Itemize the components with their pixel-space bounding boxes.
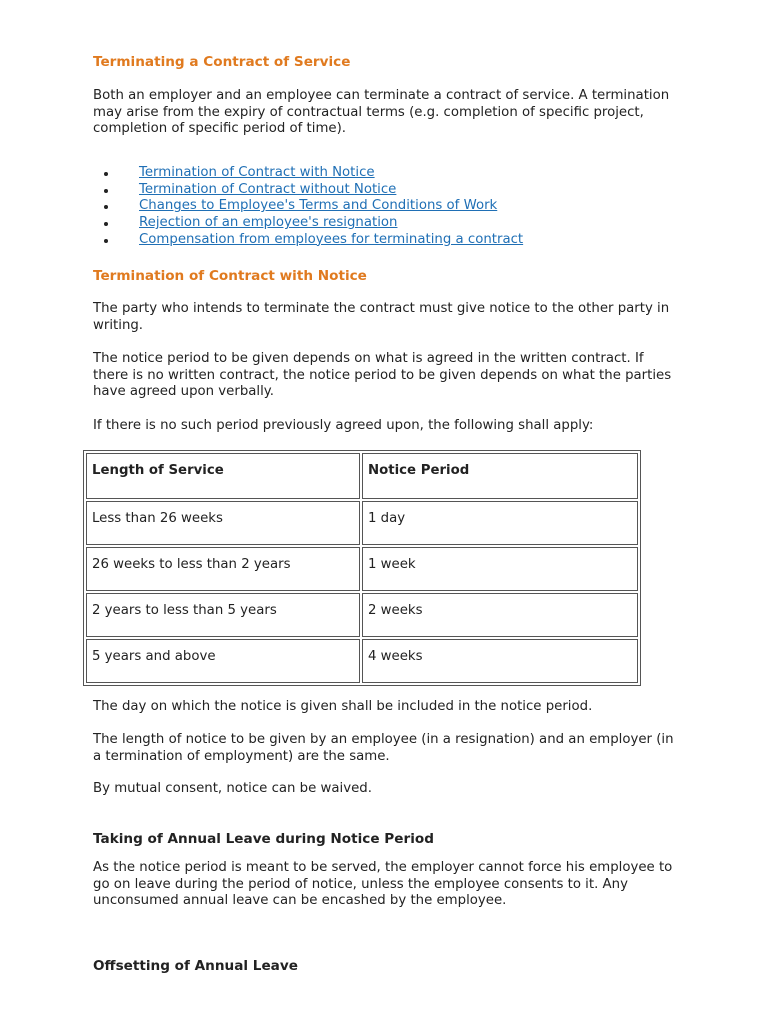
table-cell: 2 weeks (362, 593, 638, 637)
link-compensation-from-employees[interactable]: Compensation from employees for terminating a contract (139, 231, 524, 247)
list-item (93, 182, 523, 199)
page-title: Terminating a Contract of Service (93, 54, 351, 70)
bullet-icon (104, 172, 108, 176)
table-row (86, 501, 638, 545)
list-item (93, 165, 523, 182)
table-cell: 1 week (362, 547, 638, 591)
bullet-icon (104, 205, 108, 209)
section-heading-offsetting: Offsetting of Annual Leave (93, 958, 298, 974)
table-header-row (86, 453, 638, 499)
table-row (86, 639, 638, 683)
paragraph: The length of notice to be given by an employee (in a resignation) and an employer (in a termination of employment) are the same. (93, 732, 674, 764)
table-cell: Less than 26 weeks (86, 501, 360, 545)
link-rejection-of-resignation[interactable]: Rejection of an employee's resignation (139, 215, 398, 231)
bullet-icon (104, 222, 108, 226)
link-termination-without-notice[interactable]: Termination of Contract without Notice (139, 181, 397, 197)
table-cell: 1 day (362, 501, 638, 545)
bullet-icon (104, 239, 108, 243)
bullet-icon (104, 189, 108, 193)
table-row (86, 593, 638, 637)
paragraph: The notice period to be given depends on what is agreed in the written contract. If there is no written contract, the notice period to be given depends on what the parties have agreed upon verbally. (93, 351, 672, 399)
table-cell: 2 years to less than 5 years (86, 593, 360, 637)
notice-period-table (83, 450, 641, 686)
list-item (93, 215, 523, 232)
section-heading-notice: Termination of Contract with Notice (93, 268, 367, 284)
section-link-list (93, 165, 523, 248)
list-item (93, 232, 523, 249)
column-header-notice: Notice Period (362, 453, 638, 499)
table-row (86, 547, 638, 591)
intro-paragraph: Both an employer and an employee can terminate a contract of service. A termination may arise from the expiry of contractual terms (e.g. completion of specific project, completion of specific period of time). (93, 88, 670, 136)
paragraph: By mutual consent, notice can be waived. (93, 781, 372, 796)
paragraph: As the notice period is meant to be served, the employer cannot force his employee to go on leave during the period of notice, unless the employee consents to it. Any unconsumed annual leave can be encashed by the employee. (93, 860, 673, 908)
table-cell: 4 weeks (362, 639, 638, 683)
table-cell: 5 years and above (86, 639, 360, 683)
paragraph: If there is no such period previously agreed upon, the following shall apply: (93, 418, 594, 433)
column-header-length: Length of Service (86, 453, 360, 499)
link-changes-to-terms[interactable]: Changes to Employee's Terms and Conditions of Work (139, 198, 498, 214)
paragraph: The day on which the notice is given shall be included in the notice period. (93, 699, 593, 714)
list-item (93, 198, 523, 215)
link-termination-with-notice[interactable]: Termination of Contract with Notice (139, 165, 375, 180)
paragraph: The party who intends to terminate the contract must give notice to the other party in writing. (93, 301, 670, 333)
section-heading-annual-leave: Taking of Annual Leave during Notice Period (93, 831, 434, 847)
table-cell: 26 weeks to less than 2 years (86, 547, 360, 591)
